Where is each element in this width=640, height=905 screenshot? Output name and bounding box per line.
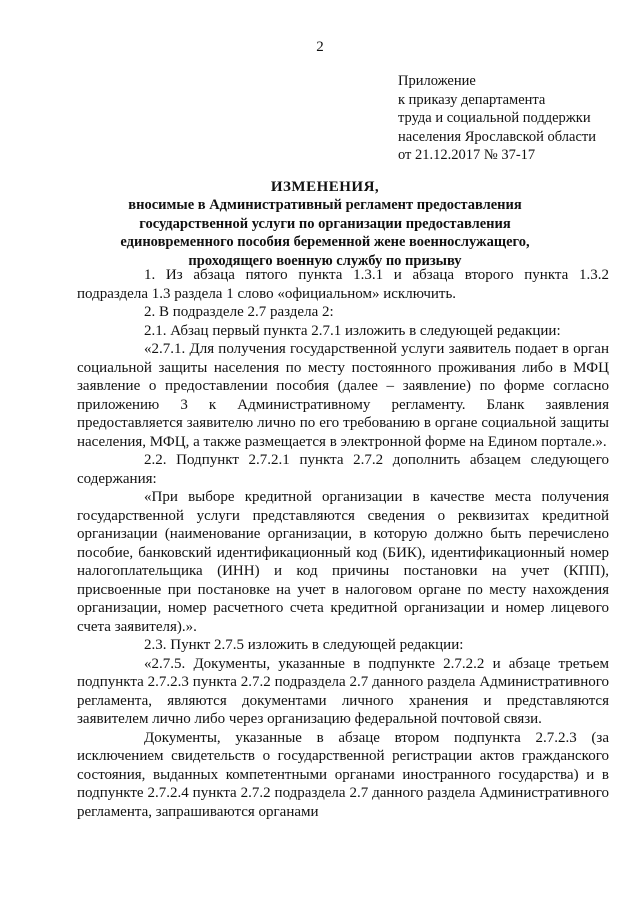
document-subtitle-line: единовременного пособия беременной жене военнослужащего,: [120, 234, 530, 250]
paragraph: 2. В подразделе 2.7 раздела 2:: [144, 304, 334, 320]
paragraph: 2.2. Подпункт 2.7.2.1 пункта 2.7.2 дополнить абзацем следующего содержания:: [77, 452, 609, 487]
document-title: ИЗМЕНЕНИЯ,: [270, 179, 380, 195]
document-subtitle-line: проходящего военную службу по призыву: [188, 252, 462, 269]
appendix-line: от 21.12.2017 № 37-17: [398, 147, 536, 163]
document-subtitle-line: вносимые в Административный регламент предоставления: [128, 197, 522, 213]
paragraph: 2.3. Пункт 2.7.5 изложить в следующей редакции:: [144, 637, 464, 653]
paragraph: «При выборе кредитной организации в качестве места получения государственной услуги представляются сведения о реквизитах кредитной организации (наименование организации, в которую должно быть перечислено пособие, банковский идентификационный код (БИК), идентификационный номер налогоплательщика (ИНН) и код причины постановки на учет (КПП), присвоенные при постановке на учет в налоговом органе по месту нахождения организации, номер расчетного счета кредитной организации и номер лицевого счета заявителя).».: [77, 489, 609, 635]
paragraph: «2.7.1. Для получения государственной услуги заявитель подает в орган социальной защиты населения по месту постоянного проживания либо в МФЦ заявление о предоставлении пособия (далее – заявление) по форме согласно приложению 3 к Административному регламенту. Бланк заявления предоставляется заявителю лично по его требованию в органе социальной защиты населения, МФЦ, а также размещается в электронной форме на Едином портале.».: [77, 341, 609, 450]
appendix-block: [398, 72, 638, 165]
paragraph: «2.7.5. Документы, указанные в подпункте 2.7.2.2 и абзаце третьем подпункта 2.7.2.3 пункта 2.7.2 подраздела 2.7 данного раздела Административного регламента, являются документами личного хранения и представляются заявителем лично либо через организацию федеральной почтовой связи.: [77, 655, 609, 727]
appendix-line: труда и социальной поддержки: [398, 110, 591, 126]
appendix-line: к приказу департамента: [398, 91, 546, 108]
document-subtitle-line: государственной услуги по организации предоставления: [139, 215, 511, 232]
appendix-line: Приложение: [398, 73, 476, 89]
paragraph: 1. Из абзаца пятого пункта 1.3.1 и абзаца второго пункта 1.3.2 подраздела 1.3 раздела 1 слово «официальном» исключить.: [77, 267, 609, 302]
page-number: 2: [316, 39, 324, 55]
document-body: [77, 266, 609, 821]
paragraph: 2.1. Абзац первый пункта 2.7.1 изложить в следующей редакции:: [144, 322, 561, 339]
paragraph: Документы, указанные в абзаце втором подпункта 2.7.2.3 (за исключением свидетельств о государственной регистрации актов гражданского состояния, выданных компетентными органами иностранного государства) и в подпункте 2.7.2.4 пункта 2.7.2 подраздела 2.7 данного раздела Административного регламента, запрашиваются органами: [77, 729, 609, 820]
document-heading: [110, 178, 540, 270]
appendix-line: населения Ярославской области: [398, 128, 596, 145]
